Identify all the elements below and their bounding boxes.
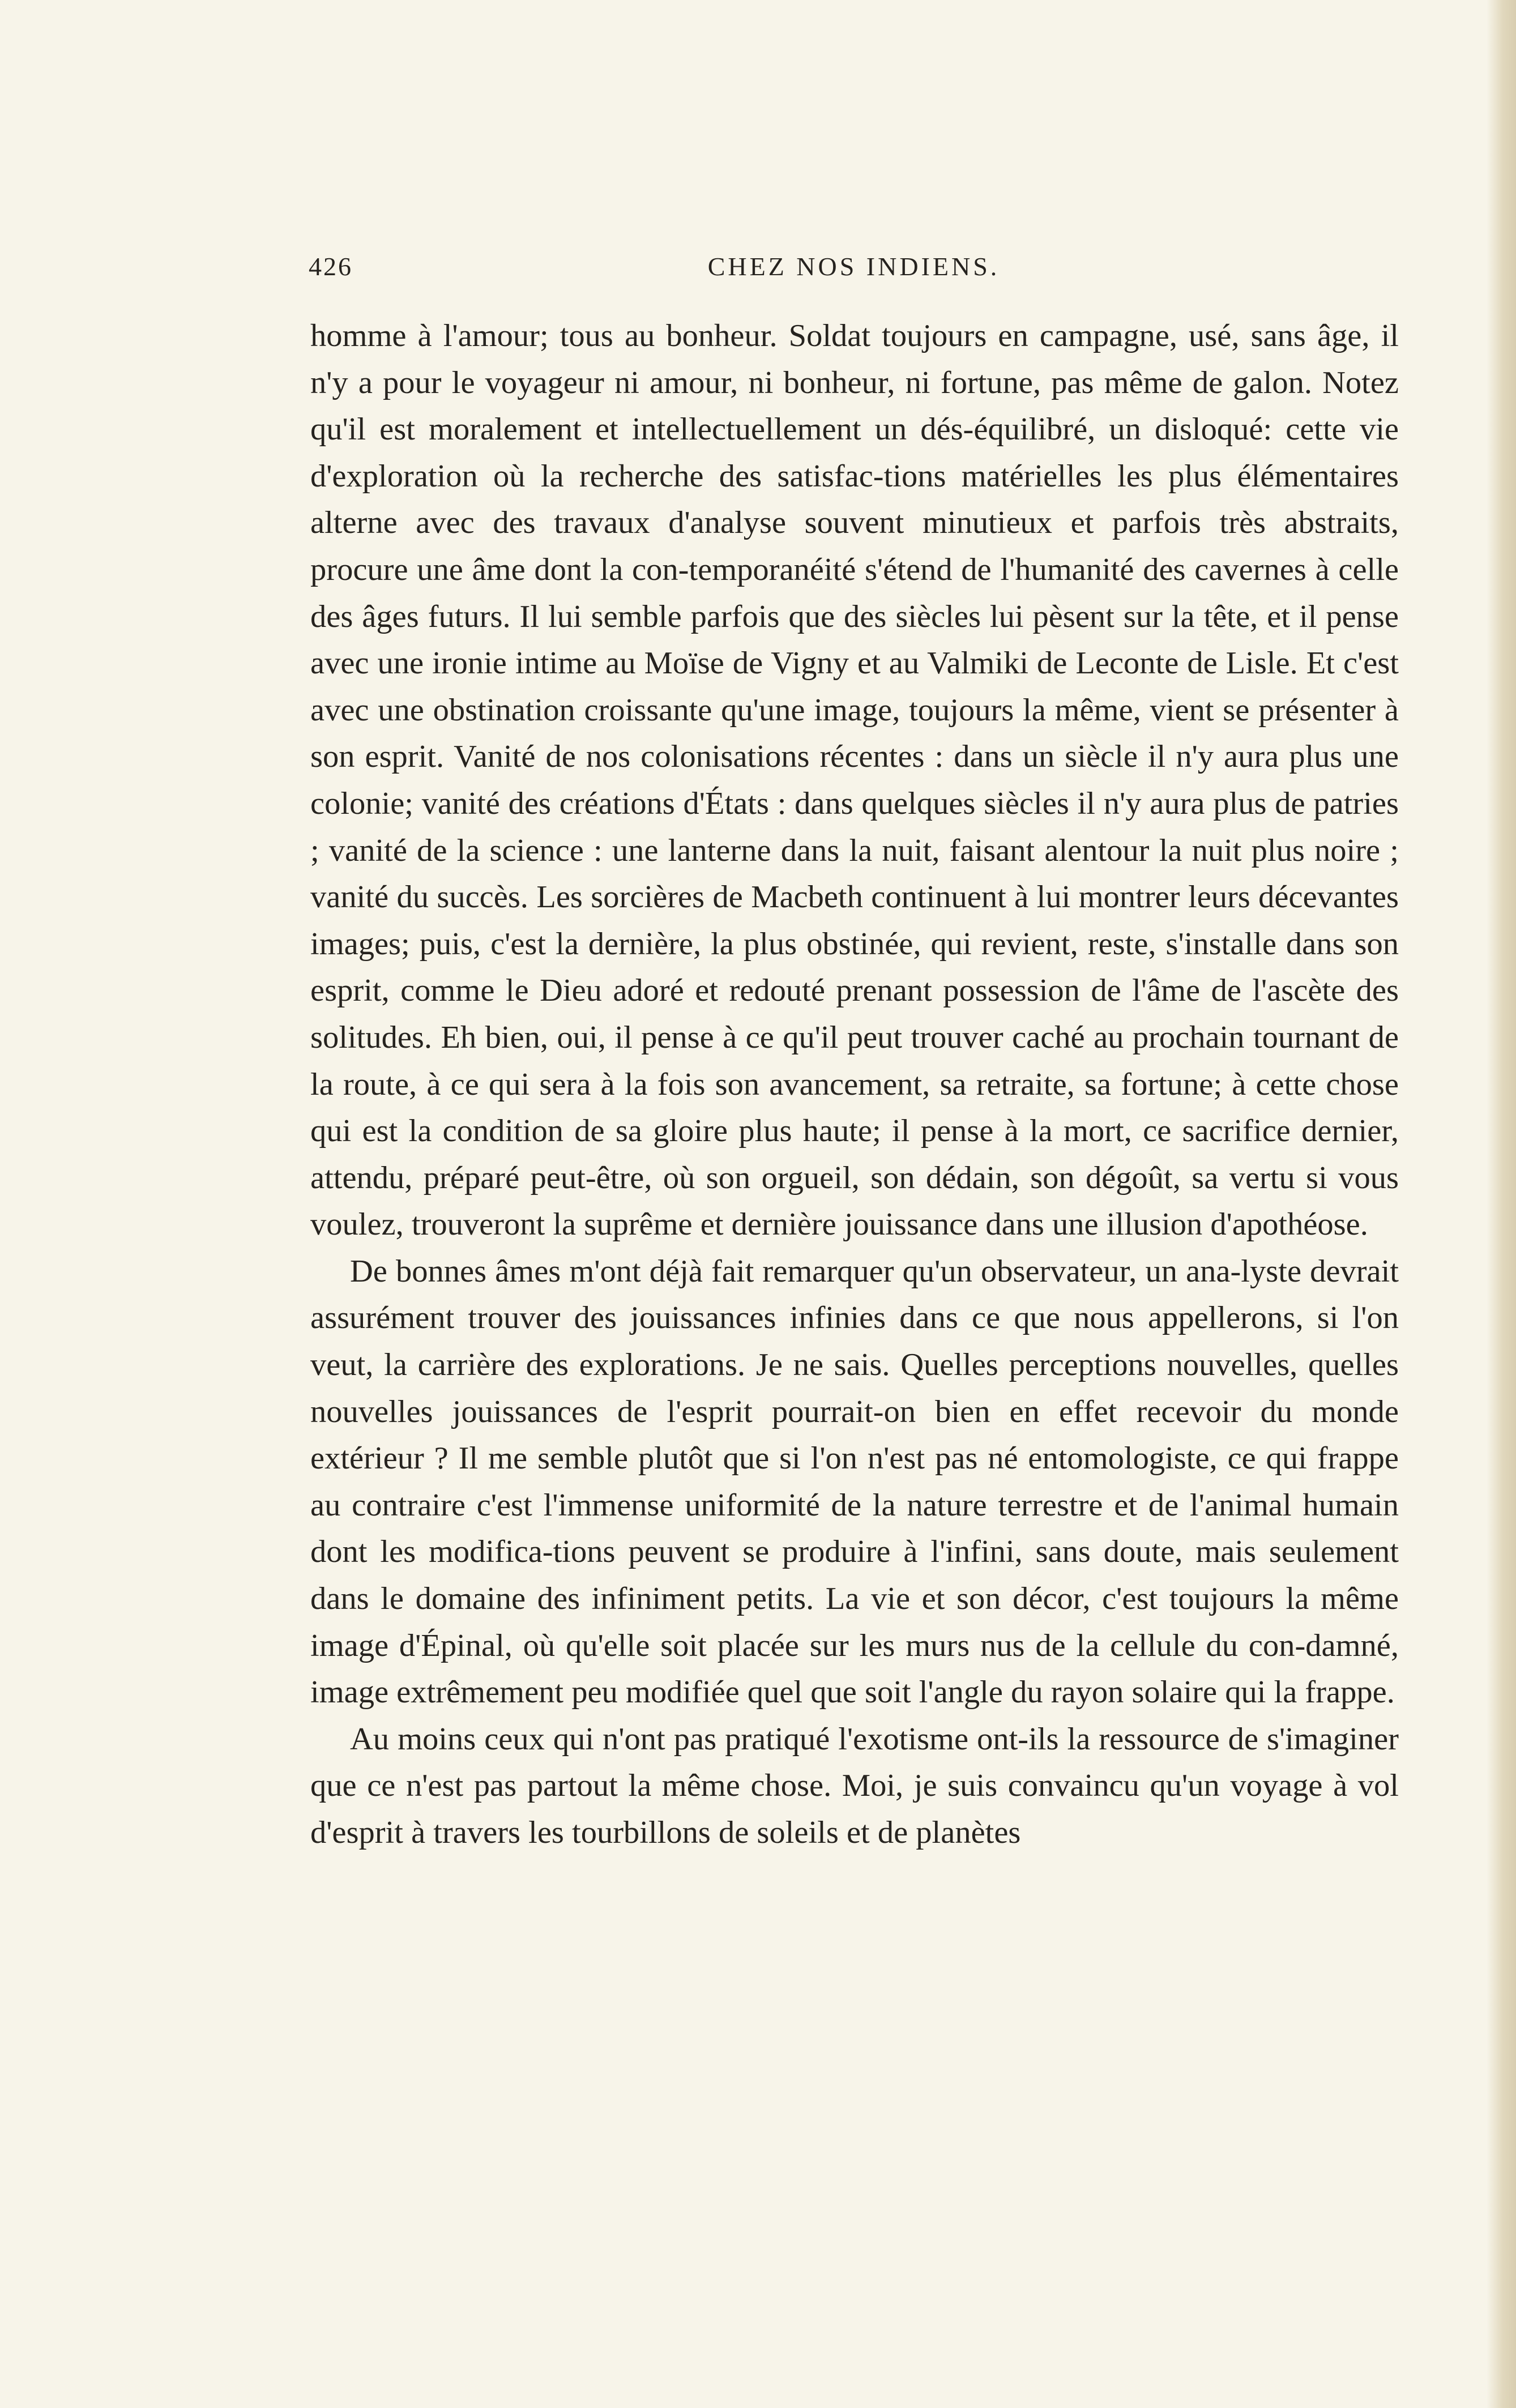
paragraph-3: Au moins ceux qui n'ont pas pratiqué l'exotisme ont-ils la ressource de s'imaginer que ce n'est pas partout la même chose. Moi, je suis convaincu qu'un voyage à vol d'esprit à travers les tourbillons de soleils et de planètes (310, 1721, 1399, 1850)
running-title: CHEZ NOS INDIENS. (707, 252, 1000, 281)
page-number: 426 (309, 252, 353, 281)
running-header (309, 251, 1399, 291)
body-text (310, 313, 1399, 1856)
paragraph-2: De bonnes âmes m'ont déjà fait remarquer qu'un observateur, un ana-lyste devrait assurément trouver des jouissances infinies dans ce que nous appellerons, si l'on veut, la carrière des explorations. Je ne sais. Quelles perceptions nouvelles, quelles nouvelles jouissances de l'esprit pourrait-on bien en effet recevoir du monde extérieur ? Il me semble plutôt que si l'on n'est pas né entomologiste, ce qui frappe au contraire c'est l'immense uniformité de la nature terrestre et de l'animal humain dont les modifica-tions peuvent se produire à l'infini, sans doute, mais seulement dans le domaine des infiniment petits. La vie et son décor, c'est toujours la même image d'Épinal, où qu'elle soit placée sur les murs nus de la cellule du con-damné, image extrêmement peu modifiée quel que soit l'angle du rayon solaire qui la frappe. (310, 1253, 1399, 1710)
paragraph-1: homme à l'amour; tous au bonheur. Soldat toujours en campagne, usé, sans âge, il n'y a pour le voyageur ni amour, ni bonheur, ni fortune, pas même de galon. Notez qu'il est moralement et intellectuellement un dés-équilibré, un disloqué: cette vie d'exploration où la recherche des satisfac-tions matérielles les plus élémentaires alterne avec des travaux d'analyse souvent minutieux et parfois très abstraits, procure une âme dont la con-temporanéité s'étend de l'humanité des cavernes à celle des âges futurs. Il lui semble parfois que des siècles lui pèsent sur la tête, et il pense avec une ironie intime au Moïse de Vigny et au Valmiki de Leconte de Lisle. Et c'est avec une obstination croissante qu'une image, toujours la même, vient se présenter à son esprit. Vanité de nos colonisations récentes : dans un siècle il n'y aura plus une colonie; vanité des créations d'États : dans quelques siècles il n'y aura plus de patries ; vanité de la science : une lanterne dans la nuit, faisant alentour la nuit plus noire ; vanité du succès. Les sorcières de Macbeth continuent à lui montrer leurs décevantes images; puis, c'est la dernière, la plus obstinée, qui revient, reste, s'installe dans son esprit, comme le Dieu adoré et redouté prenant possession de l'âme de l'ascète des solitudes. Eh bien, oui, il pense à ce qu'il peut trouver caché au prochain tournant de la route, à ce qui sera à la fois son avancement, sa retraite, sa fortune; à cette chose qui est la condition de sa gloire plus haute; il pense à la mort, ce sacrifice dernier, attendu, préparé peut-être, où son orgueil, son dédain, son dégoût, sa vertu si vous voulez, trouveront la suprême et dernière jouissance dans une illusion d'apothéose. (310, 318, 1399, 1243)
page-edge-shadow (1487, 0, 1516, 2408)
